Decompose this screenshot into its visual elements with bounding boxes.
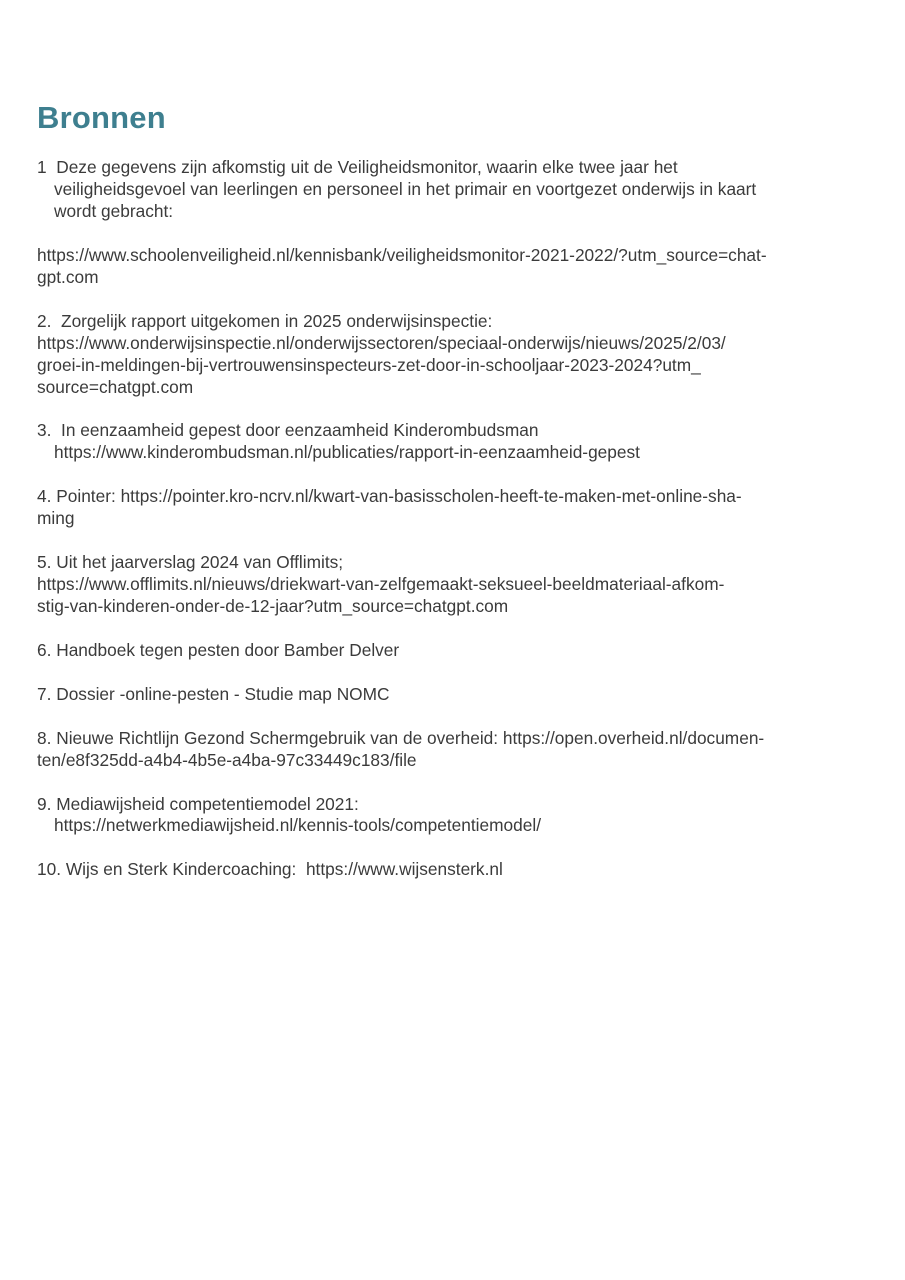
url-line: ten/e8f325dd-a4b4-4b5e-a4ba-97c33449c183/file — [37, 749, 417, 770]
text-line: 3. In eenzaamheid gepest door eenzaamheid Kinderombudsman — [37, 420, 539, 441]
url-line: stig-van-kinderen-onder-de-12-jaar?utm_source=chatgpt.com — [37, 595, 509, 616]
text-line: 6. Handboek tegen pesten door Bamber Delver — [37, 639, 400, 660]
url-line: https://www.kinderombudsman.nl/publicaties/rapport-in-eenzaamheid-gepest — [54, 442, 640, 463]
page-title: Bronnen — [37, 100, 166, 135]
text-line: 5. Uit het jaarverslag 2024 van Offlimits; — [37, 552, 344, 573]
url-line: https://netwerkmediawijsheid.nl/kennis-tools/competentiemodel/ — [54, 815, 541, 836]
url-line: groei-in-meldingen-bij-vertrouwensinspecteurs-zet-door-in-schooljaar-2023-2024?utm_ — [37, 354, 701, 375]
source-item-9 — [37, 794, 875, 838]
url-line: https://www.offlimits.nl/nieuws/driekwart-van-zelfgemaakt-seksueel-beeldmateriaal-afkom- — [37, 574, 725, 595]
source-item-6 — [37, 640, 875, 662]
source-item-5 — [37, 552, 875, 618]
source-item-1 — [37, 157, 875, 223]
source-item-4 — [37, 486, 875, 530]
url-line: source=chatgpt.com — [37, 376, 194, 397]
source-item-8 — [37, 728, 875, 772]
text-line: 7. Dossier -online-pesten - Studie map NOMC — [37, 683, 390, 704]
source-item-10 — [37, 859, 875, 881]
text-line: 1 Deze gegevens zijn afkomstig uit de Veiligheidsmonitor, waarin elke twee jaar het — [37, 157, 678, 177]
text-line: 10. Wijs en Sterk Kindercoaching: https://www.wijsensterk.nl — [37, 859, 503, 880]
text-line: 4. Pointer: https://pointer.kro-ncrv.nl/kwart-van-basisscholen-heeft-te-maken-met-online-sha- — [37, 486, 742, 507]
url-line: https://www.schoolenveiligheid.nl/kennisbank/veiligheidsmonitor-2021-2022/?utm_source=chat- — [37, 244, 767, 265]
url-line: ming — [37, 508, 75, 529]
source-item-3 — [37, 420, 875, 464]
source-item-2 — [37, 311, 875, 399]
text-line: 8. Nieuwe Richtlijn Gezond Schermgebruik van de overheid: https://open.overheid.nl/documen- — [37, 727, 765, 748]
source-item-1-url — [37, 245, 875, 289]
source-item-7 — [37, 684, 875, 706]
url-line: https://www.onderwijsinspectie.nl/onderwijssectoren/speciaal-onderwijs/nieuws/2025/2/03/ — [37, 332, 726, 353]
text-line: veiligheidsgevoel van leerlingen en personeel in het primair en voortgezet onderwijs in kaart — [54, 178, 757, 199]
text-line: 9. Mediawijsheid competentiemodel 2021: — [37, 793, 359, 814]
url-line: gpt.com — [37, 266, 99, 287]
text-line: 2. Zorgelijk rapport uitgekomen in 2025 onderwijsinspectie: — [37, 310, 493, 331]
text-line: wordt gebracht: — [54, 200, 174, 221]
